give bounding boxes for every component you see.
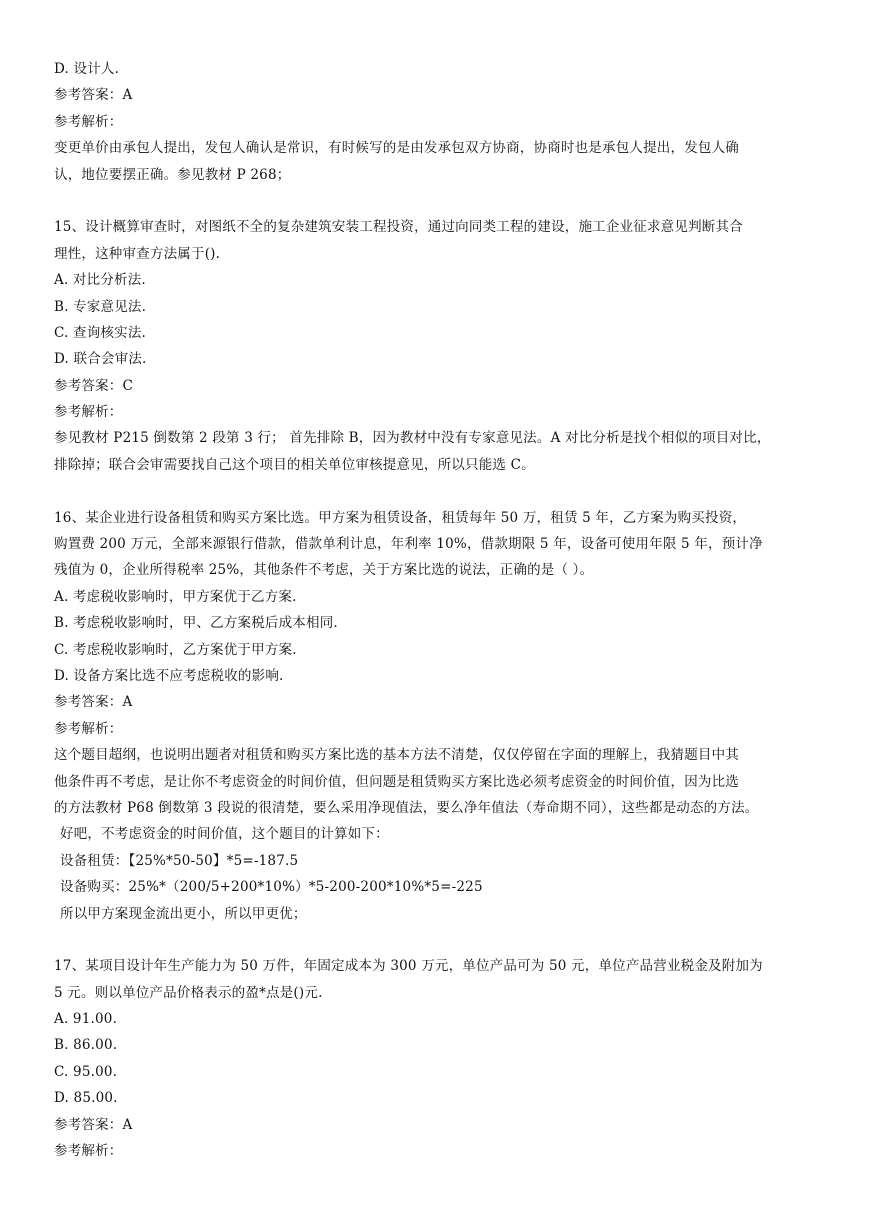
answer-line: 参考答案：C — [54, 377, 134, 394]
analysis-heading: 参考解析： — [54, 1143, 123, 1160]
option-d: D. 设备方案比选不应考虑税收的影响. — [54, 667, 284, 684]
calculation-line: 设备购买：25%*（200/5+200*10%）*5-200-200*10%*5=-225 — [60, 879, 483, 896]
question-15 — [54, 214, 824, 478]
option-b: B. 专家意见法. — [54, 298, 147, 315]
calculation-line: 设备租赁：【25%*50-50】*5=-187.5 — [60, 852, 299, 869]
analysis-heading: 参考解析： — [54, 720, 123, 737]
question-stem: 5 元。则以单位产品价格表示的盈*点是()元. — [54, 984, 323, 1001]
spacer — [54, 478, 824, 504]
option-b: B. 86.00. — [54, 1037, 118, 1054]
option-a: A. 对比分析法. — [54, 272, 146, 289]
spacer — [54, 927, 824, 953]
option-d: D. 设计人. — [54, 61, 120, 77]
analysis-text: 变更单价由承包人提出，发包人确认是常识，有时候写的是由发承包双方协商，协商时也是承包人提出，发包人确 — [54, 140, 739, 157]
analysis-conclusion: 所以甲方案现金流出更小，所以甲更优； — [60, 905, 307, 922]
option-c: C. 查询核实法. — [54, 324, 147, 341]
analysis-text: 好吧，不考虑资金的时间价值，这个题目的计算如下： — [60, 826, 389, 843]
question-17 — [54, 953, 824, 1164]
option-d: D. 联合会审法. — [54, 351, 147, 368]
analysis-text: 参见教材 P215 倒数第 2 段第 3 行； 首先排除 B，因为教材中没有专家意见法。A 对比分析是找个相似的项目对比， — [54, 430, 771, 447]
option-a: A. 考虑税收影响时，甲方案优于乙方案. — [54, 588, 297, 605]
document-page — [54, 56, 824, 1164]
answer-line: 参考答案：A — [54, 694, 133, 711]
question-stem: 残值为 0，企业所得税率 25%，其他条件不考虑，关于方案比选的说法，正确的是（ ）。 — [54, 562, 594, 579]
analysis-heading: 参考解析： — [54, 404, 123, 421]
analysis-text: 认，地位要摆正确。参见教材 P 268； — [54, 166, 291, 183]
question-stem: 理性，这种审查方法属于(). — [54, 245, 221, 262]
question-stem: 17、某项目设计年生产能力为 50 万件，年固定成本为 300 万元，单位产品可为 50 元，单位产品营业税金及附加为 — [54, 958, 763, 975]
option-c: C. 考虑税收影响时，乙方案优于甲方案. — [54, 641, 297, 658]
question-stem: 购置费 200 万元，全部来源银行借款，借款单利计息，年利率 10%，借款期限 5 年，设备可使用年限 5 年，预计净 — [54, 536, 763, 553]
analysis-text: 的方法教材 P68 倒数第 3 段说的很清楚，要么采用净现值法，要么净年值法（寿命期不同），这些都是动态的方法。 — [54, 799, 759, 816]
answer-line: 参考答案：A — [54, 1116, 133, 1133]
question-14-tail — [54, 56, 824, 188]
option-a: A. 91.00. — [54, 1011, 118, 1028]
spacer — [54, 188, 824, 214]
question-stem: 16、某企业进行设备租赁和购买方案比选。甲方案为租赁设备，租赁每年 50 万，租赁 5 年，乙方案为购买投资， — [54, 509, 747, 526]
answer-line: 参考答案：A — [54, 87, 133, 104]
option-c: C. 95.00. — [54, 1063, 118, 1080]
analysis-text: 他条件再不考虑，是让你不考虑资金的时间价值，但问题是租赁购买方案比选必须考虑资金的时间价值，因为比选 — [54, 773, 739, 790]
question-16 — [54, 505, 824, 927]
question-stem: 15、设计概算审查时，对图纸不全的复杂建筑安装工程投资，通过向同类工程的建设，施工企业征求意见判断其合 — [54, 219, 743, 236]
option-d: D. 85.00. — [54, 1090, 118, 1107]
option-b: B. 考虑税收影响时，甲、乙方案税后成本相同. — [54, 615, 338, 632]
analysis-text: 排除掉；联合会审需要找自己这个项目的相关单位审核提意见，所以只能选 C。 — [54, 456, 535, 473]
analysis-text: 这个题目超纲，也说明出题者对租赁和购买方案比选的基本方法不清楚，仅仅停留在字面的理解上，我猜题目中其 — [54, 747, 739, 764]
analysis-heading: 参考解析： — [54, 113, 123, 130]
